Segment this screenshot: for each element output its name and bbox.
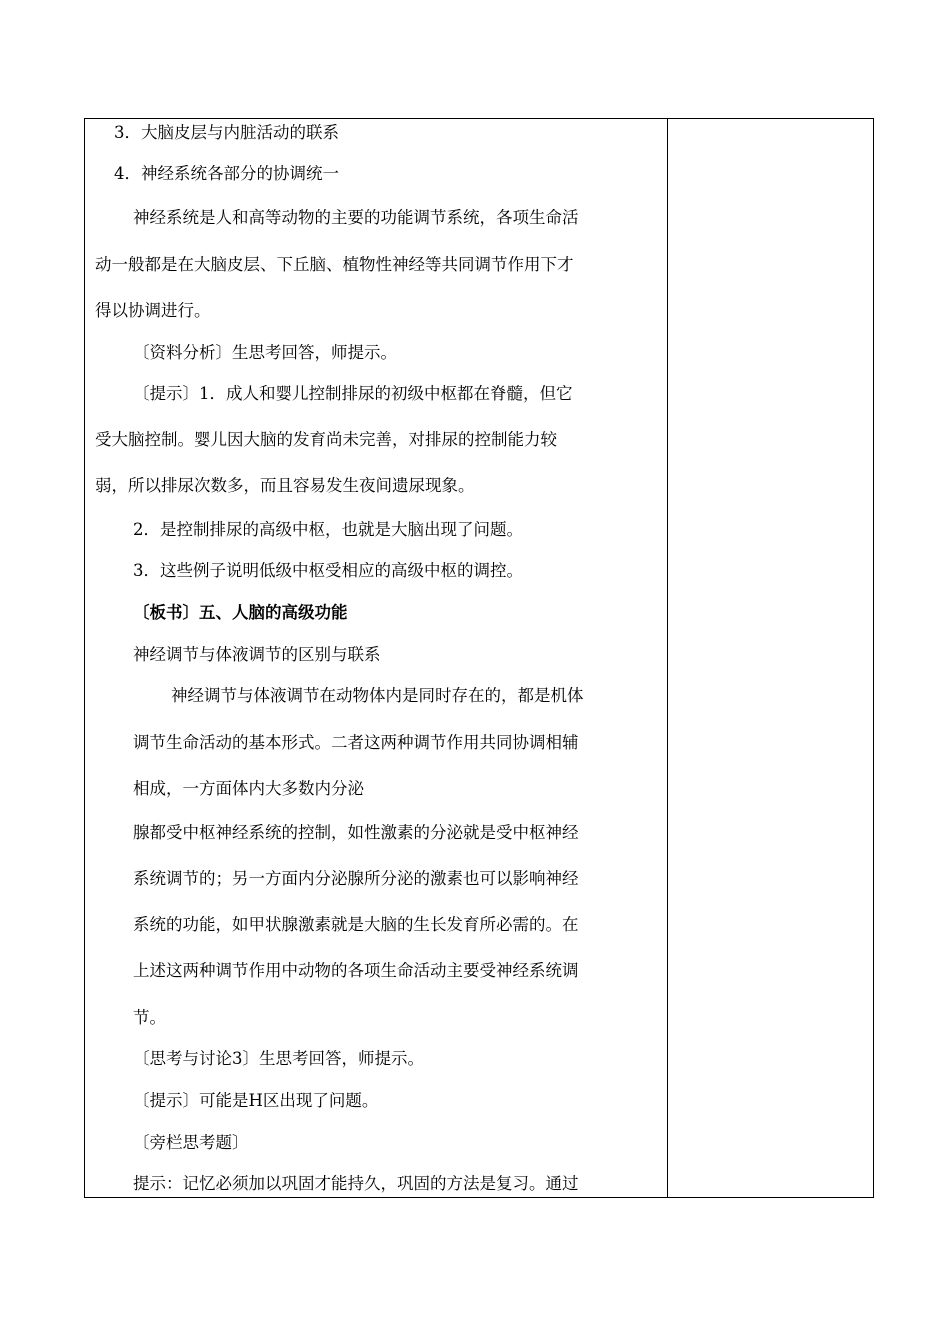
text-line: 神经系统是人和高等动物的主要的功能调节系统，各项生命活 [133,208,579,227]
text-line: 〔提示〕1．成人和婴儿控制排尿的初级中枢都在脊髓，但它 [133,384,573,403]
text-line: 得以协调进行。 [95,301,211,320]
text-line: 神经调节与体液调节在动物体内是同时存在的，都是机体 [171,686,584,705]
content-cell [85,119,667,1197]
text-line: 〔资料分析〕生思考回答，师提示。 [133,343,397,362]
text-line: 受大脑控制。婴儿因大脑的发育尚未完善，对排尿的控制能力较 [95,430,557,449]
text-line: 〔提示〕可能是H区出现了问题。 [133,1091,379,1110]
text-line: 系统调节的；另一方面内分泌腺所分泌的激素也可以影响神经 [133,869,579,888]
text-line: 〔思考与讨论3〕生思考回答，师提示。 [133,1049,424,1068]
text-line: 腺都受中枢神经系统的控制，如性激素的分泌就是受中枢神经 [133,823,579,842]
text-line: 上述这两种调节作用中动物的各项生命活动主要受神经系统调 [133,961,579,980]
text-line: 系统的功能，如甲状腺激素就是大脑的生长发育所必需的。在 [133,915,579,934]
text-line: 提示：记忆必须加以巩固才能持久，巩固的方法是复习。通过 [133,1174,579,1193]
board-heading: 〔板书〕五、人脑的高级功能 [133,603,348,622]
text-line: 弱，所以排尿次数多，而且容易发生夜间遗尿现象。 [95,476,475,495]
notes-cell [668,119,874,1197]
text-line: 〔旁栏思考题〕 [133,1133,249,1152]
text-line: 3．大脑皮层与内脏活动的联系 [114,123,339,142]
text-line: 动一般都是在大脑皮层、下丘脑、植物性神经等共同调节作用下才 [95,255,574,274]
lesson-table [84,118,874,1198]
text-line: 调节生命活动的基本形式。二者这两种调节作用共同协调相辅 [133,733,579,752]
text-line: 2．是控制排尿的高级中枢，也就是大脑出现了问题。 [133,520,523,539]
text-line: 4．神经系统各部分的协调统一 [114,164,339,183]
text-line: 3．这些例子说明低级中枢受相应的高级中枢的调控。 [133,561,523,580]
text-line: 相成，一方面体内大多数内分泌 [133,779,364,798]
text-line: 神经调节与体液调节的区别与联系 [133,645,381,664]
text-line: 节。 [133,1008,166,1027]
